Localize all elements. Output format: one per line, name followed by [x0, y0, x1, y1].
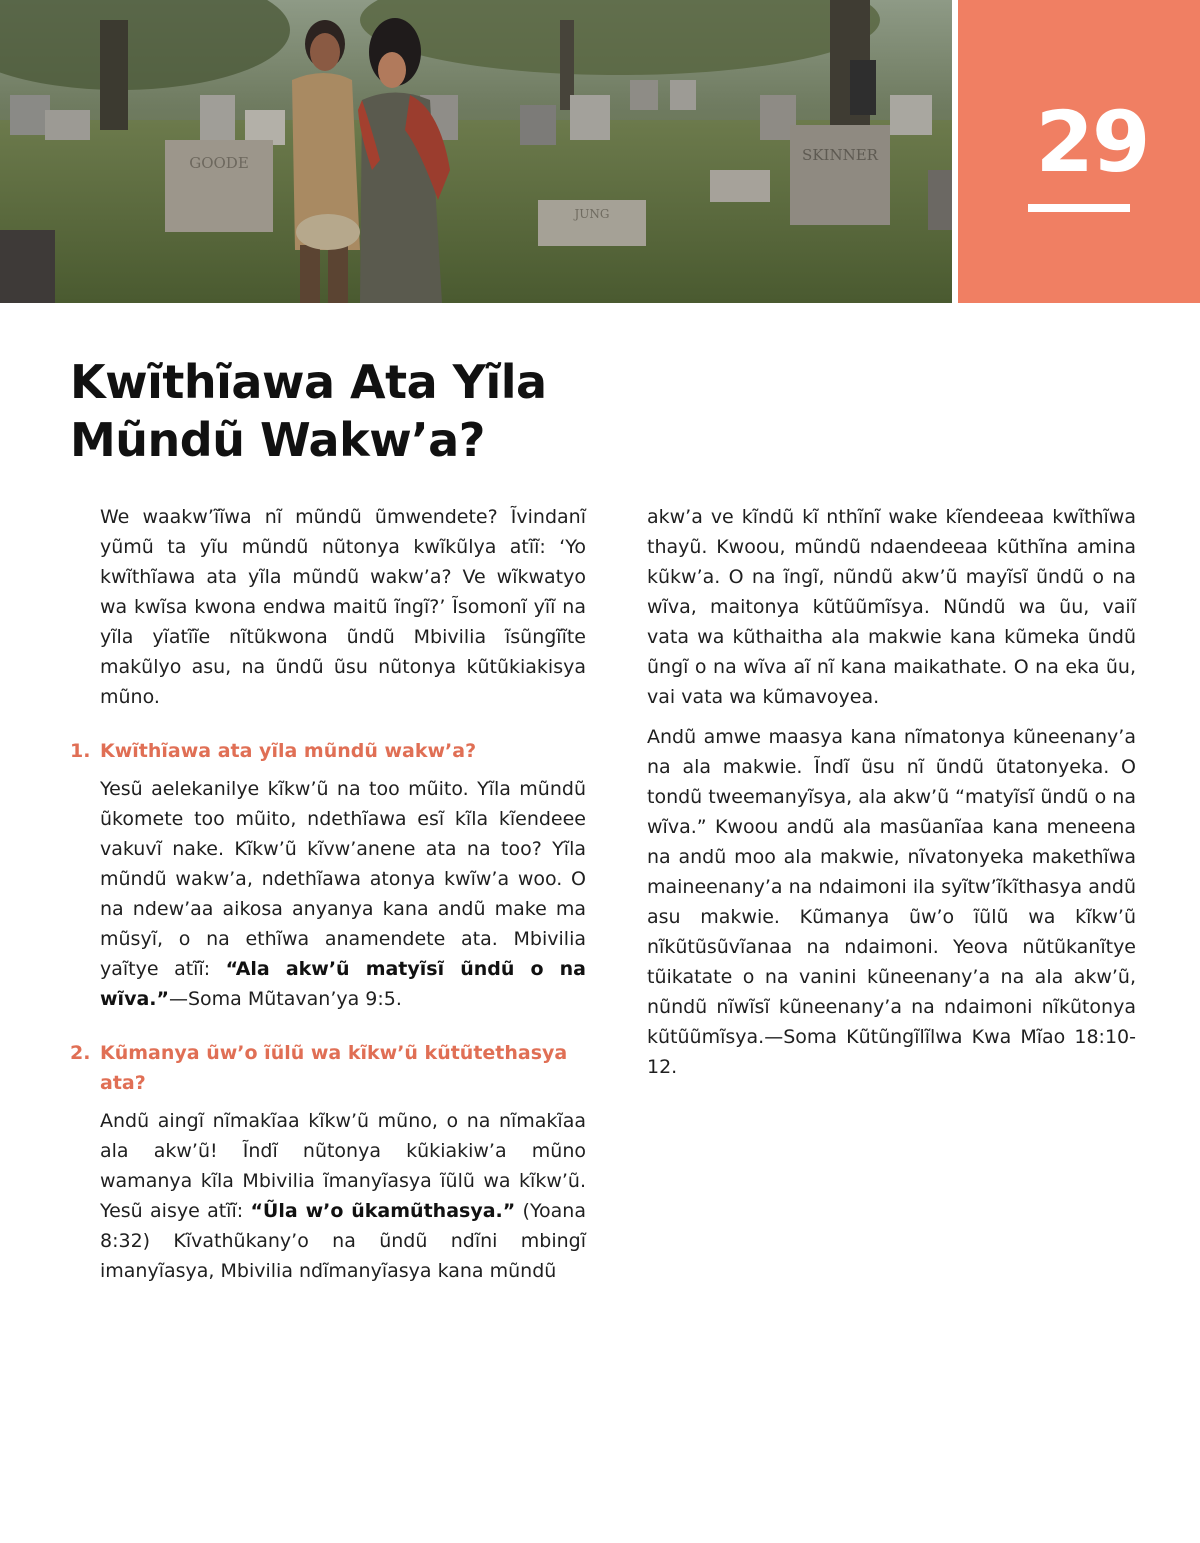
question-1-paragraph — [70, 774, 586, 1014]
question-1-quote: “Ala akw’ũ matyĩsĩ ũndũ o na wĩva.” — [100, 958, 586, 1010]
headstone-goode-text: GOODE — [189, 154, 249, 172]
page-title — [70, 353, 630, 469]
right-column — [647, 502, 1136, 1092]
question-2-quote: “Ũla w’o ũkamũthasya.” — [250, 1200, 516, 1222]
lesson-number-underline — [1028, 204, 1130, 212]
question-2-heading — [70, 1038, 586, 1098]
lesson-number: 29 — [1035, 93, 1149, 191]
right-paragraph-2: Andũ amwe maasya kana nĩmatonya kũneenany’a na ala makwie. Ĩndĩ ũsu nĩ ũndũ ũtatonyeka. O tondũ tweemanyĩsya, ala akw’ũ “matyĩsĩ ũndũ o na wĩva.” Kwoou andũ ala masũanĩaa kana meneena na andũ moo ala makwie, nĩvatonyeka makethĩwa maineenany’a na ndaimoni ila syĩtw’ĩkĩthasya andũ asu makwie. Kũmanya ũw’o ĩũlũ wa kĩkw’ũ nĩkũtũsũvĩanaa na ndaimoni. Yeova nũtũkanĩtye tũikatate o na vanini kũneenany’a na ala akw’ũ, nũndũ nĩwĩsĩ kũneenany’a na ndaimoni nĩkũtonya kũtũũmĩsya.—Soma Kũtũngĩlĩlwa Kwa Mĩao 18:10-12. — [647, 726, 1136, 1078]
intro-paragraph: We waakw’ĩĩwa nĩ mũndũ ũmwendete? Ĩvindanĩ yũmũ ta yĩu mũndũ nũtonya kwĩkũlya atĩĩ: ‘Yo kwĩthĩawa ata yĩla mũndũ wakw’a? Ve wĩkwatyo wa kwĩsa kwona endwa maitũ ĩngĩ?’ Ĩsomonĩ yĩĩ na yĩla yĩatĩĩe nĩtũkwona ũndũ Mbivilia ĩsũngĩĩte makũlyo asu, na ũndũ ũsu nũtonya kũtũkiakisya mũno. — [100, 506, 586, 708]
question-2-number: 2. — [70, 1042, 91, 1064]
question-2-body: Andũ aingĩ nĩmakĩaa kĩkw’ũ mũno, o na nĩmakĩaa ala akw’ũ! Ĩndĩ nũtonya kũkiakiw’a mũno wamanya kĩla Mbivilia ĩmanyĩasya ĩũlũ wa kĩkw’ũ. Yesũ aisye atĩĩ: — [100, 1110, 586, 1222]
question-2-paragraph — [70, 1106, 586, 1286]
lesson-number-box — [958, 0, 1200, 303]
question-1-reference: —Soma Mũtavan’ya 9:5. — [168, 988, 402, 1010]
question-1-heading — [70, 736, 586, 766]
question-2-text: Kũmanya ũw’o ĩũlũ wa kĩkw’ũ kũtũtethasya ata? — [100, 1042, 568, 1094]
headstone-skinner-text: SKINNER — [802, 146, 878, 164]
right-paragraph-1: akw’a ve kĩndũ kĩ nthĩnĩ wake kĩendeeaa kwĩthĩwa thayũ. Kwoou, mũndũ ndaendeeaa kũthĩna amina kũkw’a. O na ĩngĩ, nũndũ akw’ũ mayĩsĩ ũndũ o na wĩva, maitonya kũtũũmĩsya. Nũndũ wa ũu, vaiĩ vata wa kũthaitha ala makwie kana kũmeka ũndũ ũngĩ o na wĩva aĩ nĩ kana maikathate. O na eka ũu, vai vata wa kũmavoyea. — [647, 506, 1136, 708]
left-column — [70, 502, 586, 1296]
page-title-line-1: Kwĩthĩawa Ata Yĩla — [70, 355, 547, 409]
cemetery-photo — [0, 0, 952, 303]
cemetery-illustration — [0, 0, 952, 303]
question-1-body: Yesũ aelekanilye kĩkw’ũ na too mũito. Yĩla mũndũ ũkomete too mũito, ndethĩawa esĩ kĩla kĩendeee vakuvĩ nake. Kĩkw’ũ kĩvw’anene ata na too? Yĩla mũndũ wakw’a, ndethĩawa atonya kwĩw’a woo. O na ndew’aa aikosa anyanya kana andũ make ma mũsyĩ, o na ethĩwa anamendete ata. Mbivilia yaĩtye atĩĩ: — [100, 778, 586, 980]
page-title-line-2: Mũndũ Wakw’a? — [70, 413, 485, 467]
question-1-number: 1. — [70, 740, 91, 762]
headstone-jung-text: JUNG — [574, 207, 610, 221]
question-2-continuation: (Yoana 8:32) Kĩvathũkany’o na ũndũ ndĩni mbingĩ imanyĩasya, Mbivilia ndĩmanyĩasya kana mũndũ — [100, 1200, 586, 1282]
question-1-text: Kwĩthĩawa ata yĩla mũndũ wakw’a? — [100, 740, 477, 762]
